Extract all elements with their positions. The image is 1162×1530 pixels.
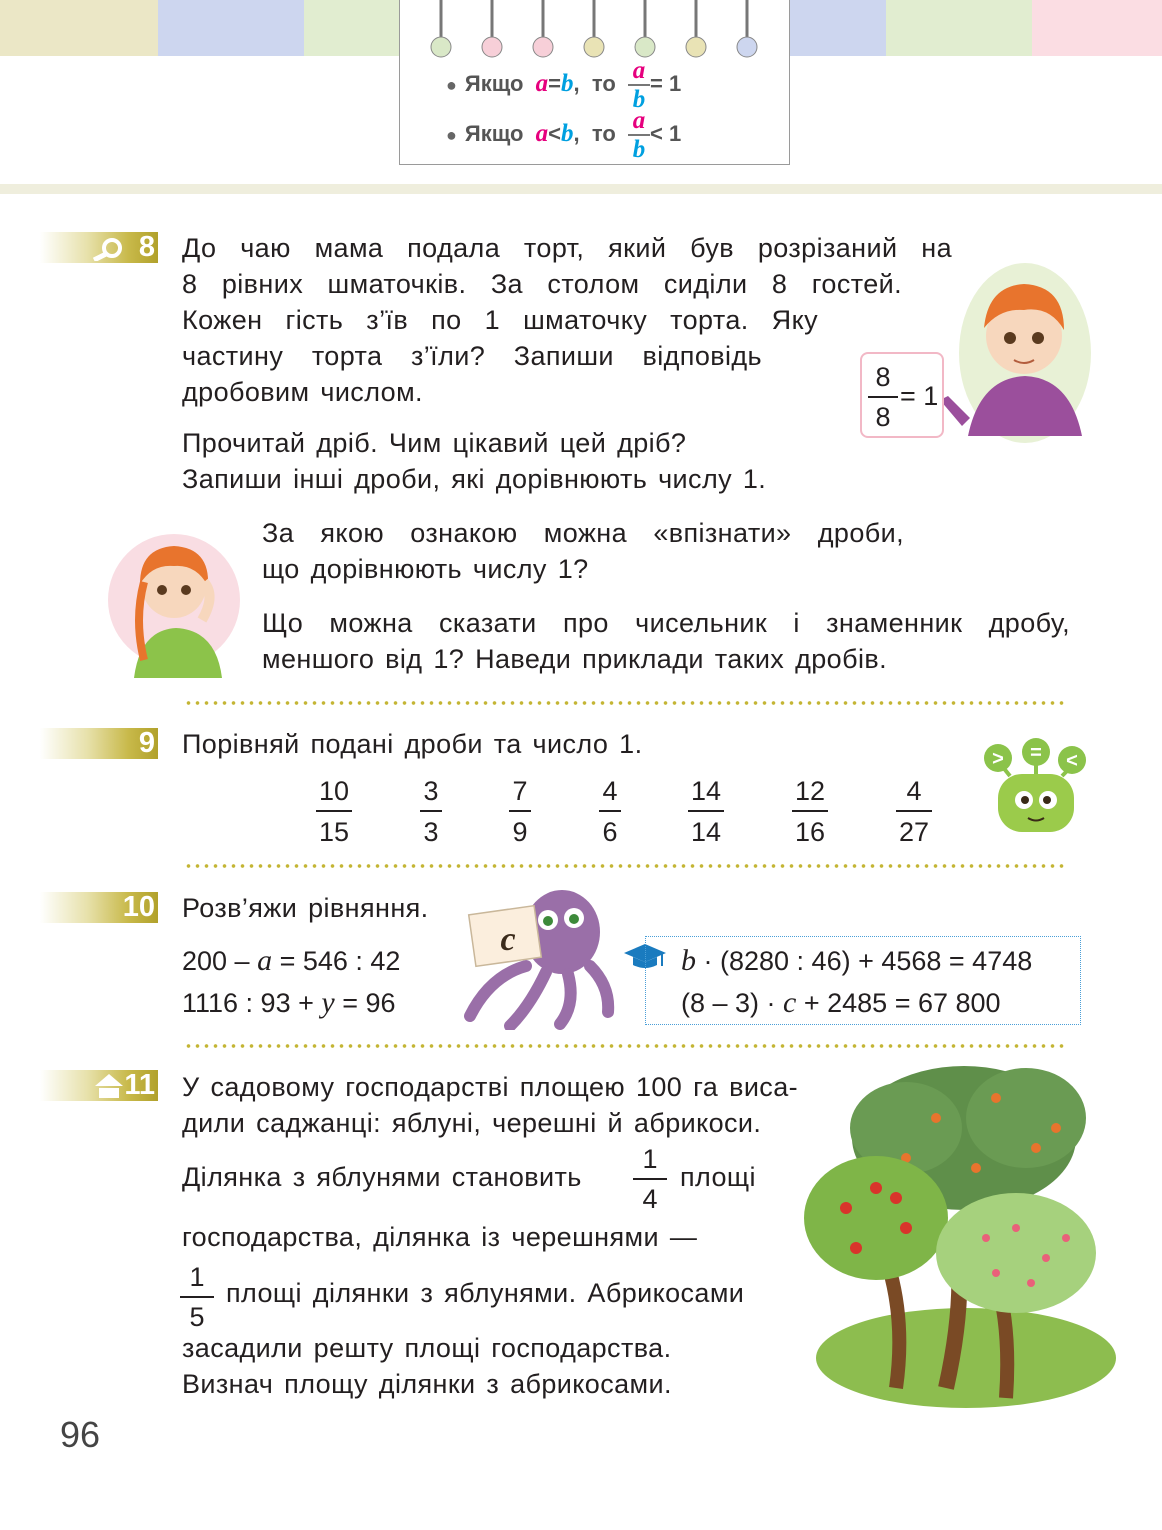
rule-text: Якщо (464, 70, 524, 96)
magnifier-icon (88, 237, 126, 261)
header-band-5 (886, 0, 1032, 56)
girl-illustration (104, 520, 246, 680)
rule-card (399, 0, 790, 165)
text-line: меншого від 1? Наведи приклади таких дробів. (262, 644, 887, 674)
card-variable: c (500, 921, 516, 958)
fraction (509, 776, 531, 847)
fraction (316, 776, 352, 847)
denominator: 9 (512, 817, 528, 847)
denominator: 8 (875, 402, 891, 432)
fraction-a-over-b: $\frac{a}{b}$ (628, 58, 650, 112)
eq-part: = 546 : 42 (272, 946, 401, 976)
fraction-one-quarter (633, 1144, 667, 1214)
fraction-a-over-b: $\frac{a}{b}$ (628, 108, 650, 162)
dotted-separator (184, 701, 1068, 705)
sign-fraction (868, 362, 898, 432)
home-icon (94, 1073, 124, 1099)
text-line: До чаю мама подала торт, який був розрізаний на (182, 233, 952, 263)
var-b: b (561, 119, 574, 147)
denominator: 14 (690, 817, 722, 847)
text-line: У садовому господарстві площею 100 га виса- (182, 1072, 799, 1102)
text-line: За якою ознакою можна «впізнати» дроби, (262, 518, 904, 548)
denominator: 15 (318, 817, 350, 847)
rule-text: Якщо (464, 120, 524, 146)
denominator: 4 (642, 1184, 658, 1214)
task-number: 11 (124, 1069, 155, 1101)
task-9-text: Порівняй подані дроби та число 1. (182, 729, 643, 759)
eq-part: 200 – (182, 946, 258, 976)
text-line: 8 рівних шматочків. За столом сиділи 8 гостей. (182, 269, 902, 299)
text-line: Запиши інші дроби, які дорівнюють числу 1. (182, 464, 767, 494)
text-line: господарства, ділянка із черешнями — (182, 1222, 698, 1252)
eq-variable: b (681, 944, 696, 977)
numerator: 1 (189, 1262, 205, 1292)
task-8-text (182, 230, 952, 410)
eq-variable: y (321, 986, 335, 1019)
header-band-3 (304, 0, 399, 56)
numerator: 7 (512, 776, 528, 806)
dotted-separator (184, 1044, 1068, 1048)
eq-variable: c (783, 986, 797, 1019)
numerator: 14 (690, 776, 722, 806)
task-11-badge (40, 1070, 158, 1101)
denominator: 3 (423, 817, 439, 847)
text-line: засадили решту площі господарства. (182, 1333, 672, 1363)
text-line: Що можна сказати про чисельник і знаменник дробу, (262, 608, 1070, 638)
fraction (792, 776, 828, 847)
task-8-less-than-one (262, 605, 1070, 677)
task-8-question (182, 425, 882, 497)
task-8-badge (40, 232, 158, 263)
task-10-text: Розв’яжи рівняння. (182, 893, 429, 923)
denominator: 27 (898, 817, 930, 847)
task-number: 8 (138, 231, 155, 263)
text-line: Ділянка з яблунями становить (182, 1162, 582, 1192)
header-band-1 (0, 0, 158, 56)
numerator: 4 (602, 776, 618, 806)
numerator: 8 (875, 362, 891, 392)
rule-result: = 1 (650, 70, 682, 96)
denominator: 5 (189, 1302, 205, 1332)
text-line: Кожен гість з’їв по 1 шматочку торта. Яку (182, 305, 818, 335)
rule-operator: < (548, 120, 562, 146)
text-line: що дорівнюють числу 1? (262, 554, 589, 584)
text-line: Визнач площу ділянки з абрикосами. (182, 1369, 672, 1399)
rule-text: то (591, 70, 616, 96)
equation-2 (182, 982, 396, 1024)
text-line: частину торта з’їли? Запиши відповідь (182, 341, 762, 371)
fraction-sign (860, 352, 944, 438)
task-number: 9 (138, 727, 155, 759)
sign-result: = 1 (900, 381, 939, 411)
numerator: 1 (642, 1144, 658, 1174)
denominator: 16 (794, 817, 826, 847)
task-8-recognize (262, 515, 962, 587)
text-line: площі ділянки з яблунями. Абрикосами (226, 1278, 745, 1308)
fraction-one-fifth (180, 1262, 214, 1332)
eq-part: = 96 (334, 988, 396, 1018)
var-a: a (535, 69, 549, 97)
comparison-monster-illustration (976, 738, 1092, 834)
eq-variable: a (257, 944, 273, 977)
header-band-4 (790, 0, 886, 56)
header-band-6 (1032, 0, 1162, 56)
spiral-binding-icon (420, 0, 780, 62)
text-line: Прочитай дріб. Чим цікавий цей дріб? (182, 428, 687, 458)
page-number: 96 (60, 1414, 101, 1455)
rule-text: то (591, 120, 616, 146)
eq-part: 1116 : 93 + (182, 988, 322, 1018)
rule-result: < 1 (650, 120, 682, 146)
orchard-trees-illustration (796, 1058, 1116, 1408)
equation-1 (182, 940, 400, 982)
equation-4 (681, 982, 1001, 1024)
octopus-illustration (450, 886, 620, 1030)
var-a: a (535, 119, 549, 147)
eq-part: + 2485 = 67 800 (796, 988, 1001, 1018)
task-9-badge (40, 728, 158, 759)
text-line: дили саджанці: яблуні, черешні й абрикоси. (182, 1108, 762, 1138)
numerator: 12 (794, 776, 826, 806)
header-band-2 (158, 0, 304, 56)
text-line: дробовим числом. (182, 377, 423, 407)
denominator: 6 (602, 817, 618, 847)
boy-illustration (940, 258, 1100, 448)
fraction (599, 776, 621, 847)
dotted-separator (184, 864, 1068, 868)
rule-equal: ● Якщо a=b, то $\frac{a}{b}$ = 1 (446, 57, 682, 113)
var-b: b (561, 69, 574, 97)
numerator: 4 (906, 776, 922, 806)
eq-part: · (8280 : 46) + 4568 = 4748 (696, 946, 1033, 976)
task-10-badge (40, 892, 158, 923)
header-divider (0, 184, 1162, 194)
fraction (420, 776, 442, 847)
less-sign: < (1066, 750, 1078, 772)
equation-3 (681, 940, 1032, 982)
text-line: площі (680, 1162, 756, 1192)
greater-sign: > (992, 748, 1004, 770)
task-number: 10 (122, 891, 155, 923)
eq-part: (8 – 3) · (681, 988, 784, 1018)
fraction (896, 776, 932, 847)
numerator: 3 (423, 776, 439, 806)
rule-less: ● Якщо a<b, то $\frac{a}{b}$ < 1 (446, 107, 682, 163)
fraction (688, 776, 724, 847)
equal-sign: = (1030, 742, 1042, 764)
numerator: 10 (318, 776, 350, 806)
rule-operator: = (548, 70, 562, 96)
